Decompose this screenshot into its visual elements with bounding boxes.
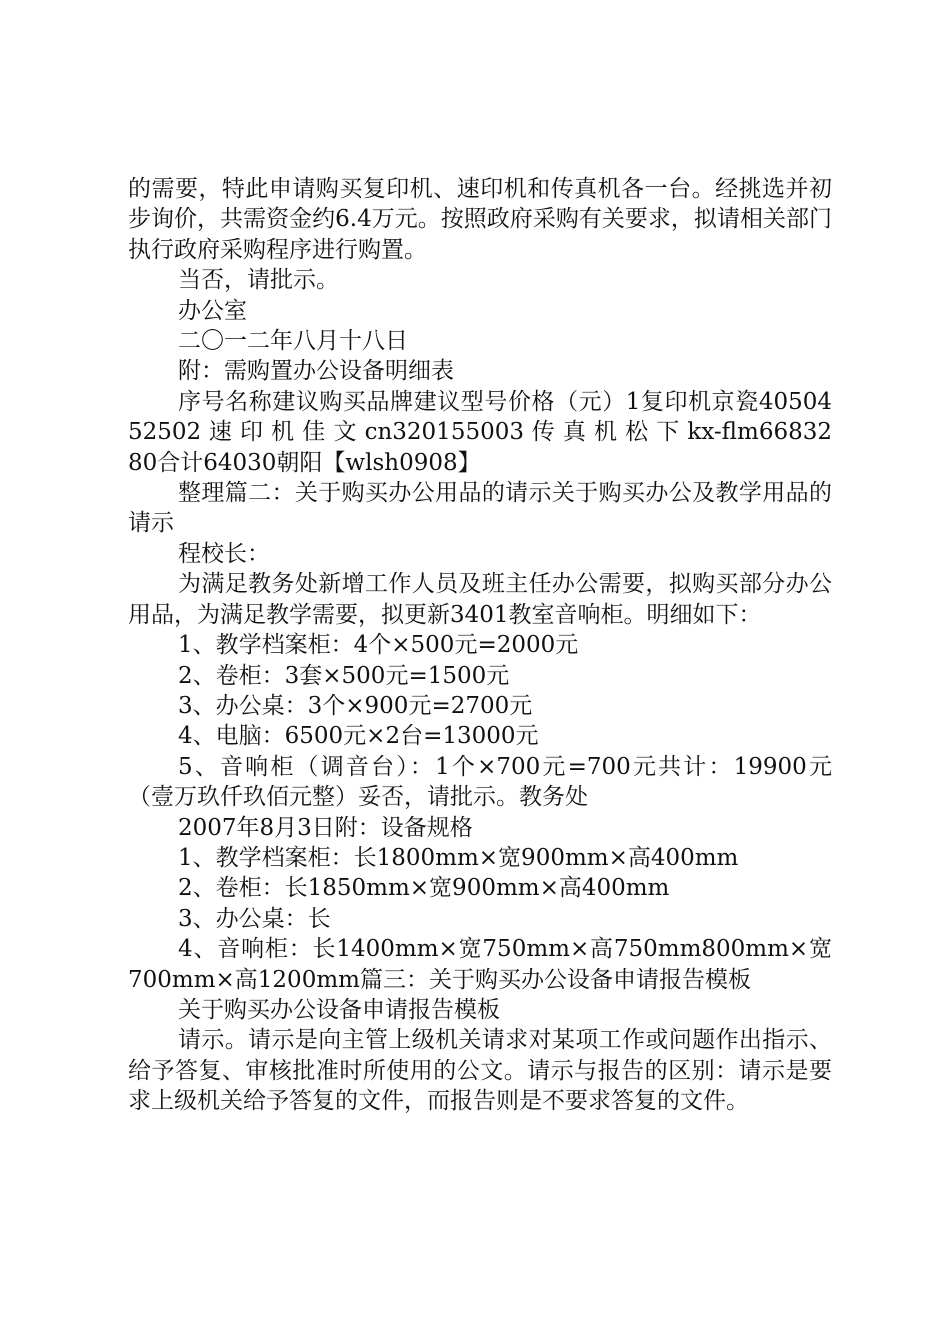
paragraph: 3、办公桌：长 bbox=[178, 905, 331, 932]
paragraph: 程校长： bbox=[178, 540, 270, 567]
paragraph: 二〇一二年八月十八日 bbox=[178, 328, 408, 355]
paragraph: 3、办公桌：3个×900元=2700元 bbox=[178, 692, 533, 719]
document-body bbox=[128, 174, 832, 1117]
paragraph: 4、音响柜：长1400mm×宽750mm×高750mm800mm×宽700mm×高1200mm篇三：关于购买办公设备申请报告模板 bbox=[128, 936, 832, 993]
paragraph: 请示。请示是向主管上级机关请求对某项工作或问题作出指示、给予答复、审核批准时所使用的公文。请示与报告的区别：请示是要求上级机关给予答复的文件，而报告则是不要求答复的文件。 bbox=[128, 1027, 832, 1115]
paragraph: 的需要，特此申请购买复印机、速印机和传真机各一台。经挑选并初步询价，共需资金约6.4万元。按照政府采购有关要求，拟请相关部门执行政府采购程序进行购置。 bbox=[128, 176, 832, 263]
paragraph: 当否，请批示。 bbox=[178, 267, 339, 294]
paragraph: 关于购买办公设备申请报告模板 bbox=[178, 996, 500, 1023]
paragraph: 序号名称建议购买品牌建议型号价格（元）1复印机京瓷4050452502 速 印 机 佳 文 cn320155003 传 真 机 松 下 kx-flm6683280合计64030朝阳【wlsh0908】 bbox=[128, 388, 832, 476]
paragraph: 为满足教务处新增工作人员及班主任办公需要，拟购买部分办公用品，为满足教学需要，拟更新3401教室音响柜。明细如下： bbox=[128, 571, 832, 628]
paragraph: 1、教学档案柜：4个×500元=2000元 bbox=[178, 632, 579, 659]
paragraph: 4、电脑：6500元×2台=13000元 bbox=[178, 723, 539, 750]
paragraph: 整理篇二：关于购买办公用品的请示关于购买办公及教学用品的请示 bbox=[128, 480, 832, 537]
paragraph: 2007年8月3日附：设备规格 bbox=[178, 814, 473, 841]
paragraph: 办公室 bbox=[178, 297, 247, 324]
paragraph: 5、音响柜（调音台）：1个×700元=700元共计：19900元（壹万玖仟玖佰元整）妥否，请批示。教务处 bbox=[128, 753, 832, 811]
paragraph: 附：需购置办公设备明细表 bbox=[178, 358, 454, 385]
paragraph: 2、卷柜：3套×500元=1500元 bbox=[178, 662, 510, 689]
paragraph: 1、教学档案柜：长1800mm×宽900mm×高400mm bbox=[178, 844, 739, 871]
paragraph: 2、卷柜：长1850mm×宽900mm×高400mm bbox=[178, 875, 670, 902]
